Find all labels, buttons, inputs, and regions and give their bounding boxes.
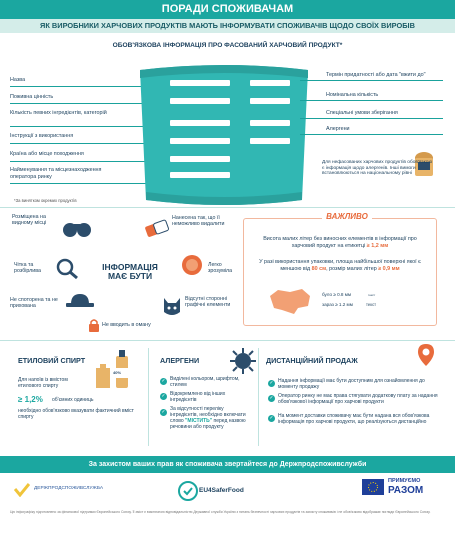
divider [300, 100, 443, 101]
disclaimer: Цю інфографіку підготовлено за фінансової підтримки Європейського Союзу. Її зміст є виключною відповідальністю Державної служби України з питань безпечності харчових продуктів та захисту споживачів і не обов'язково відображає погляди Європейського Союзу. [10, 510, 431, 514]
distance-title: ДИСТАНЦІЙНИЙ ПРОДАЖ [266, 356, 358, 365]
eu-slogan-top: ПРИМУЄМО [388, 478, 421, 484]
binoculars-icon [62, 218, 92, 243]
info-legible: Чітка та розбірлива [14, 262, 41, 275]
column-divider [148, 348, 149, 446]
alcohol-title: ЕТИЛОВИЙ СПИРТ [18, 356, 86, 365]
info-not-misleading: Не вводить в оману [102, 322, 151, 328]
logos-row [0, 473, 455, 505]
eu4saferfood-logo-icon [178, 481, 198, 506]
check-icon: ✓ [161, 393, 166, 399]
section-divider [0, 340, 455, 341]
label-ingredients: Кількість певних інгредієнтів, категорій [10, 110, 107, 116]
alcohol-percent-badge: 40% [113, 370, 122, 375]
eu4saferfood-name: EU4SaferFood [199, 487, 244, 494]
map-ukraine-icon [268, 286, 312, 321]
info-must-heading: ІНФОРМАЦІЯ МАЄ БУТИ [102, 262, 158, 281]
label-nutrition: Поживна цінність [10, 94, 54, 100]
label-expiry: Термін придатності або дата "вжити до" [326, 72, 426, 78]
allergens-point-2: Відокремлено від інших інгредієнтів [170, 391, 226, 403]
allergens-point-3: За відсутності переліку інгредієнтів, необхідно включати слово "МІСТИТЬ" перед назвою речовини або продукту [170, 406, 246, 430]
check-icon: ✓ [269, 380, 274, 386]
label-storage: Спеціальні умови зберігання [326, 110, 398, 116]
label-origin: Країна або місце походження [10, 151, 84, 157]
important-text-2: У разі використання упаковки, площа найбільшої поверхні якої є меншою від 80 см, розмір малих літер ≥ 0,9 мм [259, 259, 421, 272]
eu-flag-icon [362, 479, 384, 495]
info-indelible: Нанесена так, що її неможливо видалити [172, 215, 225, 228]
label-quantity: Номінальна кількість [326, 92, 379, 98]
alcohol-percent: ≥ 1,2% [18, 395, 43, 404]
info-understandable: Легко зрозуміла [208, 262, 233, 275]
divider [300, 134, 443, 135]
label-name: Назва [10, 77, 26, 83]
sample-before: текст [368, 293, 376, 297]
column-divider [258, 348, 259, 446]
alcohol-unit: об'ємних одиниць [52, 397, 94, 403]
divider [300, 80, 443, 81]
important-text-1: Висота малих літер без виносних елементів в інформації про харчовий продукт на етикетці ≥ 1,2 мм [263, 236, 417, 249]
alcohol-text-2: необхідно обов'язково вказувати фактичний вміст спирту [18, 408, 134, 420]
check-icon: ✓ [269, 395, 274, 401]
unpacked-note: Для нефасованих харчових продуктів обов'язкою є інформація щодо алергенів. Інші вимоги встановлюються на національному рівні [322, 160, 433, 177]
cat-icon [160, 294, 184, 323]
eu-slogan-bottom: РАЗОМ [388, 485, 424, 496]
eraser-icon [143, 219, 171, 244]
brain-icon [180, 253, 206, 282]
allergens-point-1: Виділені кольором, шрифтом, стилем [170, 376, 240, 388]
section-divider [0, 207, 455, 208]
footer-band: За захистом ваших прав як споживача звертайтеся до Держпродспоживслужби [0, 456, 455, 473]
label-allergens: Алергени [326, 126, 350, 132]
label-instructions: Інструкції з використання [10, 133, 74, 139]
location-pin-icon [417, 343, 435, 372]
label-operator: Найменування та місцезнаходження оператора ринку [10, 167, 102, 180]
size-now: зараз ≥ 1.2 мм [322, 302, 353, 307]
info-no-graphics: Відсутні сторонні графічні елементи [185, 296, 231, 309]
hat-icon [65, 292, 95, 315]
check-icon: ✓ [161, 378, 166, 384]
page-title: ПОРАДИ СПОЖИВАЧАМ [0, 0, 455, 19]
page-subtitle: ЯК ВИРОБНИКИ ХАРЧОВИХ ПРОДУКТІВ МАЮТЬ ІНФОРМУВАТИ СПОЖИВАЧІВ ЩОДО СВОЇХ ВИРОБІВ [0, 19, 455, 33]
package-illustration [130, 60, 318, 210]
footnote: *За винятком окремих продуктів [14, 198, 77, 203]
info-visible: Розміщена на видному місці [12, 214, 47, 227]
size-before: було ≥ 0.8 мм [322, 292, 352, 297]
lock-icon [88, 318, 100, 337]
distance-point-1: Надання інформації має бути доступним для ознайомлення до моменту продажу [278, 378, 425, 390]
important-title: ВАЖЛИВО [322, 212, 372, 224]
alcohol-text-1: Для напоїв із вмістом етилового спирту [18, 377, 68, 389]
divider [300, 118, 443, 119]
info-not-hidden: Не споторена та не прихована [10, 297, 58, 310]
magnifier-icon [55, 258, 79, 285]
label-section-title: ОБОВ'ЯЗКОВА ІНФОРМАЦІЯ ПРО ФАСОВАНИЙ ХАРЧОВИЙ ПРОДУКТ* [112, 42, 343, 49]
check-icon: ✓ [269, 415, 274, 421]
state-service-name: ДЕРЖПРОДСПОЖИВСЛУЖБА [34, 486, 104, 491]
allergens-title: АЛЕРГЕНИ [160, 356, 200, 365]
distance-point-2: Оператор ринку не має права стягувати додаткову плату за надання обов'язкової інформації про харчові продукти [278, 393, 438, 405]
distance-point-3: На момент доставки споживачу має бути надана вся обов'язкова інформація про харчові продукти, що реалізуються дистанційно [278, 413, 430, 425]
check-icon: ✓ [161, 409, 166, 415]
state-service-logo [14, 483, 30, 502]
sample-now: текст [366, 302, 377, 307]
